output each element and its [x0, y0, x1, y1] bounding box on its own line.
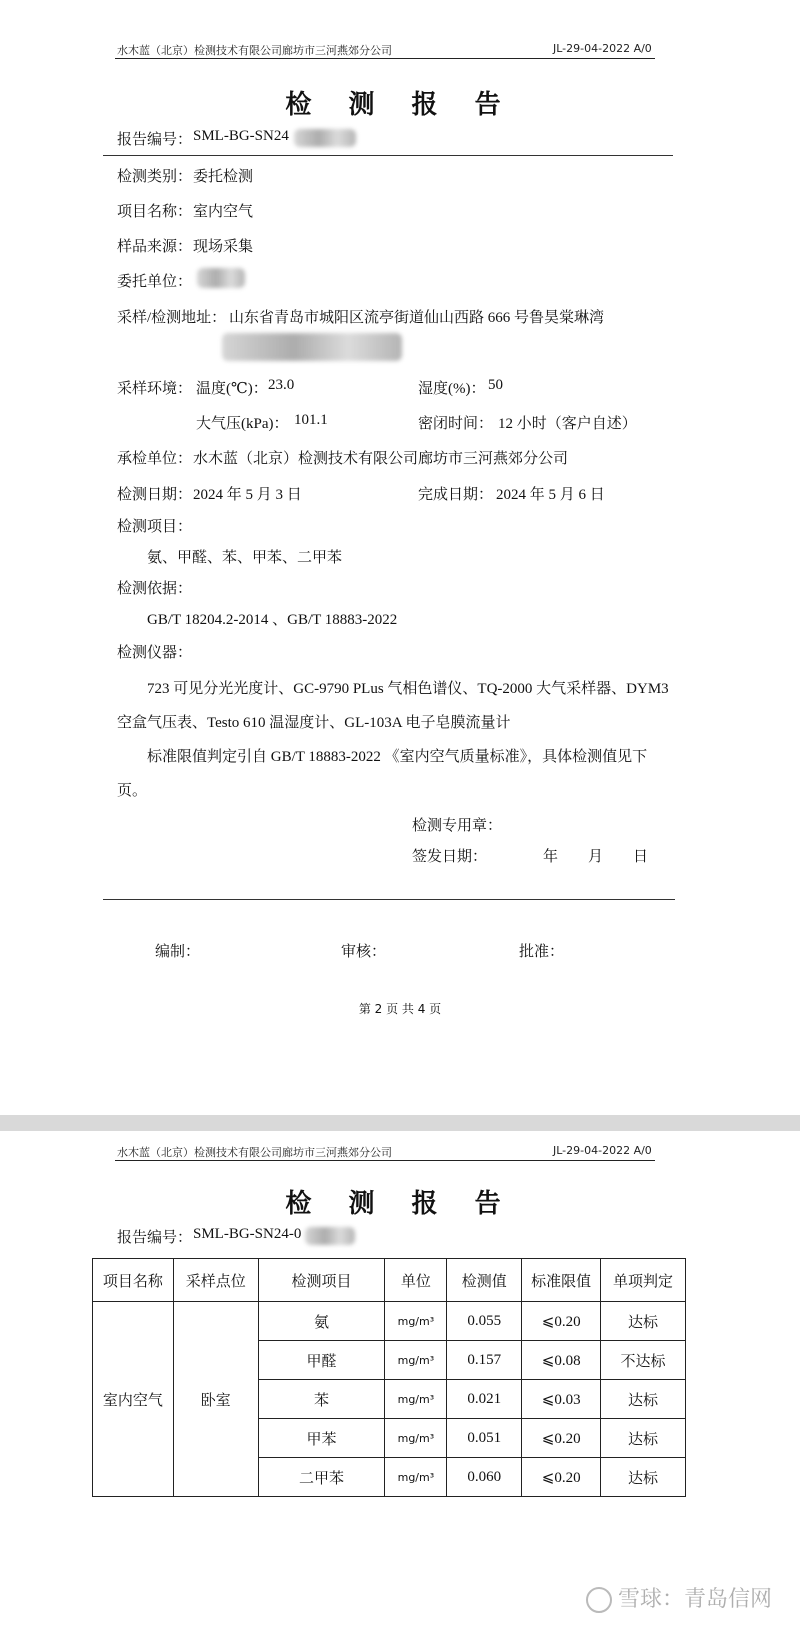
source-value: 现场采集: [193, 239, 254, 255]
cell-unit: mg/m³: [385, 1380, 447, 1419]
cell-result: 达标: [601, 1419, 686, 1458]
cell-unit: mg/m³: [385, 1419, 447, 1458]
watermark: [586, 1582, 772, 1613]
humidity-label: 湿度(%)：: [418, 381, 486, 397]
type-value: 委托检测: [193, 169, 254, 185]
page-gap: [0, 1115, 800, 1131]
closed-label: 密闭时间：: [418, 416, 494, 432]
type-label: 检测类别：: [117, 169, 193, 185]
col-header-unit: 单位: [385, 1259, 447, 1302]
cell-limit: ⩽0.20: [522, 1458, 601, 1497]
cell-unit: mg/m³: [385, 1458, 447, 1497]
report-no: SML-BG-SN24-0: [193, 1226, 302, 1242]
company-header: 水木蓝（北京）检测技术有限公司廊坊市三河燕郊分公司: [117, 1146, 392, 1159]
stamp-label: 检测专用章：: [412, 818, 503, 834]
cell-value: 0.051: [447, 1419, 522, 1458]
lab-label: 承检单位：: [117, 451, 193, 467]
watermark-text: 雪球：青岛信网: [617, 1587, 772, 1612]
col-header-value: 检测值: [447, 1259, 522, 1302]
cell-result: 不达标: [601, 1341, 686, 1380]
cell-limit: ⩽0.03: [522, 1380, 601, 1419]
test-date: 2024 年 5 月 3 日: [193, 487, 302, 503]
table-row: [93, 1302, 686, 1341]
basis-value: GB/T 18204.2-2014 、GB/T 18883-2022: [147, 612, 398, 628]
items-label: 检测项目：: [117, 519, 193, 535]
report-page-2: [0, 1131, 800, 1629]
cell-result: 达标: [601, 1458, 686, 1497]
approve-label: 批准：: [519, 944, 565, 960]
cell-item: 甲苯: [258, 1419, 385, 1458]
table-header-row: [93, 1259, 686, 1302]
col-header-location: 采样点位: [173, 1259, 258, 1302]
title-rule: [103, 155, 673, 156]
cell-unit: mg/m³: [385, 1302, 447, 1341]
header-rule: [115, 58, 655, 59]
project-value: 室内空气: [193, 204, 254, 220]
company-header: 水木蓝（北京）检测技术有限公司廊坊市三河燕郊分公司: [117, 44, 392, 57]
cell-unit: mg/m³: [385, 1341, 447, 1380]
cell-item: 氨: [258, 1302, 385, 1341]
report-no-label: 报告编号：: [117, 132, 193, 148]
cell-limit: ⩽0.08: [522, 1341, 601, 1380]
col-header-item: 检测项目: [258, 1259, 385, 1302]
cell-item: 苯: [258, 1380, 385, 1419]
header-rule: [115, 1160, 655, 1161]
report-title: 检 测 报 告: [285, 90, 515, 120]
address-label: 采样/检测地址：: [117, 310, 227, 326]
done-date: 2024 年 5 月 6 日: [496, 487, 605, 503]
doc-code: JL-29-04-2022 A/0: [553, 42, 652, 55]
source-label: 样品来源：: [117, 239, 193, 255]
cell-value: 0.055: [447, 1302, 522, 1341]
lab-value: 水木蓝（北京）检测技术有限公司廊坊市三河燕郊分公司: [193, 451, 569, 467]
doc-code: JL-29-04-2022 A/0: [553, 1144, 652, 1157]
cell-limit: ⩽0.20: [522, 1302, 601, 1341]
temp-value: 23.0: [268, 377, 295, 393]
basis-label: 检测依据：: [117, 581, 193, 597]
note-line-2: 页。: [117, 783, 148, 799]
cell-project: 室内空气: [93, 1302, 174, 1497]
redacted-address: [222, 333, 402, 361]
redacted-report-no: [305, 1227, 355, 1245]
compile-label: 编制：: [155, 944, 201, 960]
project-label: 项目名称：: [117, 204, 193, 220]
report-no: SML-BG-SN24: [193, 128, 289, 144]
pressure-label: 大气压(kPa)：: [196, 416, 289, 432]
closed-value: 12 小时（客户自述）: [498, 416, 637, 432]
snowball-logo-icon: [586, 1587, 612, 1613]
issue-date: 年 月 日: [543, 849, 649, 865]
col-header-result: 单项判定: [601, 1259, 686, 1302]
humidity-value: 50: [488, 377, 503, 393]
done-date-label: 完成日期：: [418, 487, 494, 503]
cell-item: 二甲苯: [258, 1458, 385, 1497]
instruments-line-2: 空盒气压表、Testo 610 温湿度计、GL-103A 电子皂膜流量计: [117, 715, 511, 731]
redacted-client: [197, 268, 245, 288]
redacted-report-no: [294, 129, 356, 147]
test-date-label: 检测日期：: [117, 487, 193, 503]
instruments-line-1: 723 可见分光光度计、GC-9790 PLus 气相色谱仪、TQ-2000 大气采样器、DYM3: [147, 681, 669, 697]
env-label: 采样环境：: [117, 381, 193, 397]
items-value: 氨、甲醛、苯、甲苯、二甲苯: [147, 550, 343, 566]
cell-item: 甲醛: [258, 1341, 385, 1380]
cell-value: 0.060: [447, 1458, 522, 1497]
temp-label: 温度(℃)：: [196, 381, 268, 397]
cell-value: 0.157: [447, 1341, 522, 1380]
report-no-label: 报告编号：: [117, 1230, 193, 1246]
cell-result: 达标: [601, 1380, 686, 1419]
client-label: 委托单位：: [117, 274, 193, 290]
report-title: 检 测 报 告: [285, 1189, 515, 1219]
col-header-limit: 标准限值: [522, 1259, 601, 1302]
address-value: 山东省青岛市城阳区流亭街道仙山西路 666 号鲁昊棠琳湾: [229, 310, 605, 326]
col-header-project: 项目名称: [93, 1259, 174, 1302]
instruments-label: 检测仪器：: [117, 645, 193, 661]
bottom-rule: [103, 899, 675, 900]
pressure-value: 101.1: [294, 412, 328, 428]
cell-limit: ⩽0.20: [522, 1419, 601, 1458]
cell-result: 达标: [601, 1302, 686, 1341]
cell-location: 卧室: [173, 1302, 258, 1497]
cell-value: 0.021: [447, 1380, 522, 1419]
results-table: [92, 1258, 686, 1497]
review-label: 审核：: [341, 944, 387, 960]
note-line-1: 标准限值判定引自 GB/T 18883-2022 《室内空气质量标准》，具体检测值见下: [147, 749, 648, 765]
page-number: 第 2 页 共 4 页: [358, 1002, 442, 1016]
issue-label: 签发日期：: [412, 849, 488, 865]
